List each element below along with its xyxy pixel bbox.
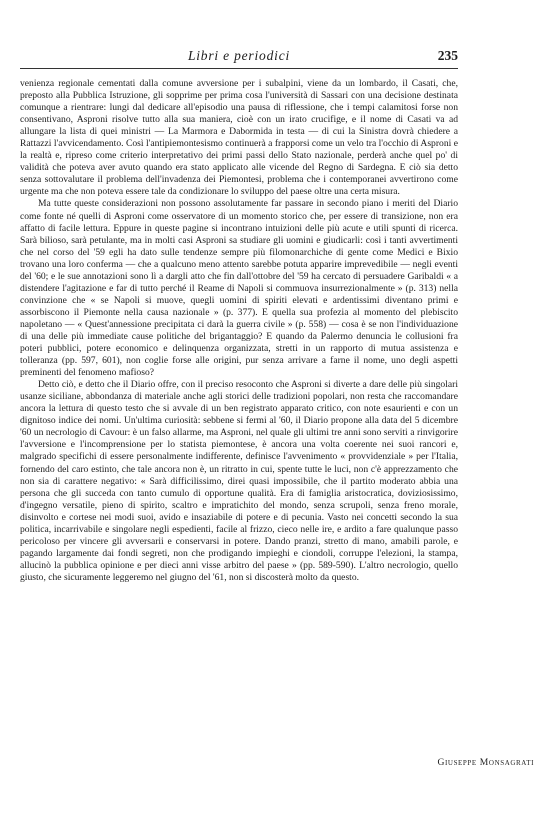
running-header — [20, 46, 458, 69]
paragraph-1: venienza regionale cementati dalla comune avversione per i subalpini, viene da un lombardo, il Casati, che, preposto alla Pubblica Istruzione, gli sopprime per prima cosa l'università di Sassari con una decisione destinata comunque a rientrare: lungi dal dedicare all'episodio una pausa di riflessione, che i tempi calamitosi forse non consentivano, Asproni risolve tutto alla sua maniera, cioè con un irato crucifige, e il nome di Casati va ad allungare la lista di quei ministri — La Marmora e Dabormida in testa — di cui la Sinistra dovrà chiedere a Rattazzi l'avvicendamento. Così l'antipiemontesismo continuerà a frapporsi come un velo tra l'occhio di Asproni e la realtà e, ripreso come criterio interpretativo dei primi passi dello Stato nazionale, perderà anche quel po' di validità che poteva aver avuto quando era stato applicato alle vicende del Regno di Sardegna. E ciò sia detto senza sottovalutare il problema dell'invadenza dei Piemontesi, problema che i contemporanei avvertirono come urgente ma che non poteva essere tale da condizionare lo sviluppo del paese oltre una certa misura. — [20, 78, 458, 198]
author-signature: Giuseppe Monsagrati — [437, 757, 534, 768]
paragraph-3: Detto ciò, e detto che il Diario offre, con il preciso resoconto che Asproni si diverte a dare delle più singolari usanze siciliane, abbondanza di materiale anche agli storici delle tradizioni popolari, non resta che raccomandare ancora la lettura di questo testo che si avvale di un ben registrato apparato critico, con note esaurienti e con un dignitoso indice dei nomi. Un'ultima curiosità: sebbene si fermi al '60, il Diario propone alla data del 5 dicembre '60 un necrologio di Cavour: è un falso allarme, ma Asproni, nel quale gli ultimi tre anni sono serviti a rinvigorire l'avversione e l'incomprensione per lo statista piemontese, è ancora una volta coerente nei suoi rancori e, malgrado specifichi di essere personalmente indifferente, definisce l'avvenimento « provvidenziale » per l'Italia, fornendo del caro estinto, che tale ancora non è, un ritratto in cui, spente tutte le luci, non c'è apprezzamento che non sia di carattere negativo: « Sarà difficilissimo, direi quasi impossibile, che il partito moderato abbia una persona che gli succeda con tanto cumulo di opportune qualità. Era di famiglia aristocratica, doviziosissimo, d'ingegno versatile, pieno di spirito, scaltro e impratichito del mondo, senza scrupoli, senza freno morale, disinvolto e cortese nei modi suoi, avido e insaziabile di potere e di pecunia. Vasto nei concetti secondo la sua politica, incarrivabile e singolare negli espedienti, facile al frizzo, cieco nelle ire, e ardito a fare qualunque passo pericoloso per vincere gli avversarii e conservarsi in potere. Dando pranzi, stretto di mano, amabili parole, e pagando largamente dai fondi segreti, non che prodigando impieghi e ciondoli, corruppe l'elezioni, la stampa, allucinò la pubblica opinione e per dieci anni visse arbitro del paese » (pp. 589-590). L'altro necrologio, quello giusto, che sicuramente leggeremo nel giugno del '61, non si discosterà molto da questo. — [20, 379, 458, 583]
section-title: Libri e periodici — [187, 48, 291, 63]
page-number: 235 — [437, 48, 458, 63]
paragraph-2: Ma tutte queste considerazioni non possono assolutamente far passare in secondo piano i meriti del Diario come fonte né quelli di Asproni come osservatore di un momento storico che, per essere di transizione, non era affatto di facile lettura. Eppure in queste pagine si incontrano intuizioni delle più acute e utili spunti di ricerca. Sarà bilioso, sarà petulante, ma in molti casi Asproni sa studiare gli uomini e giudicarli: così i tanti avvertimenti che nel corso del '59 egli ha dato sulle tendenze sempre più filomonarchiche di gente come Medici e Bixio trovano una loro conferma — che a qualcuno meno attento sarebbe potuta apparire imprevedibile — negli eventi del '60; e le sue annotazioni sono lì a dargli atto che fin dall'ottobre del '59 ha cercato di persuadere Garibaldi « a distendere l'agitazione e far di tutto perché il Reame di Napoli si commuova insurrezionalmente » (p. 313) nella convinzione che « se Napoli si muove, quegli uomini di spiriti elevati e ardentissimi diventano primi e assorbiscono il Piemonte nella causa nazionale » (p. 377). E quella sua profezia al momento del plebiscito napoletano — « Quest'annessione precipitata ci darà la guerra civile » (p. 558) — cosa è se non l'individuazione di una delle più immediate cause politiche del brigantaggio? E quando da Palermo denuncia le collusioni fra poteri pubblici, potere economico e delinquenza organizzata, stretti in un rapporto di mutua assistenza e tolleranza (pp. 597, 601), non coglie forse alle origini, pur senza arrivare a farne il nome, uno degli aspetti preminenti del fenomeno mafioso? — [20, 198, 458, 379]
article-body — [20, 78, 458, 584]
